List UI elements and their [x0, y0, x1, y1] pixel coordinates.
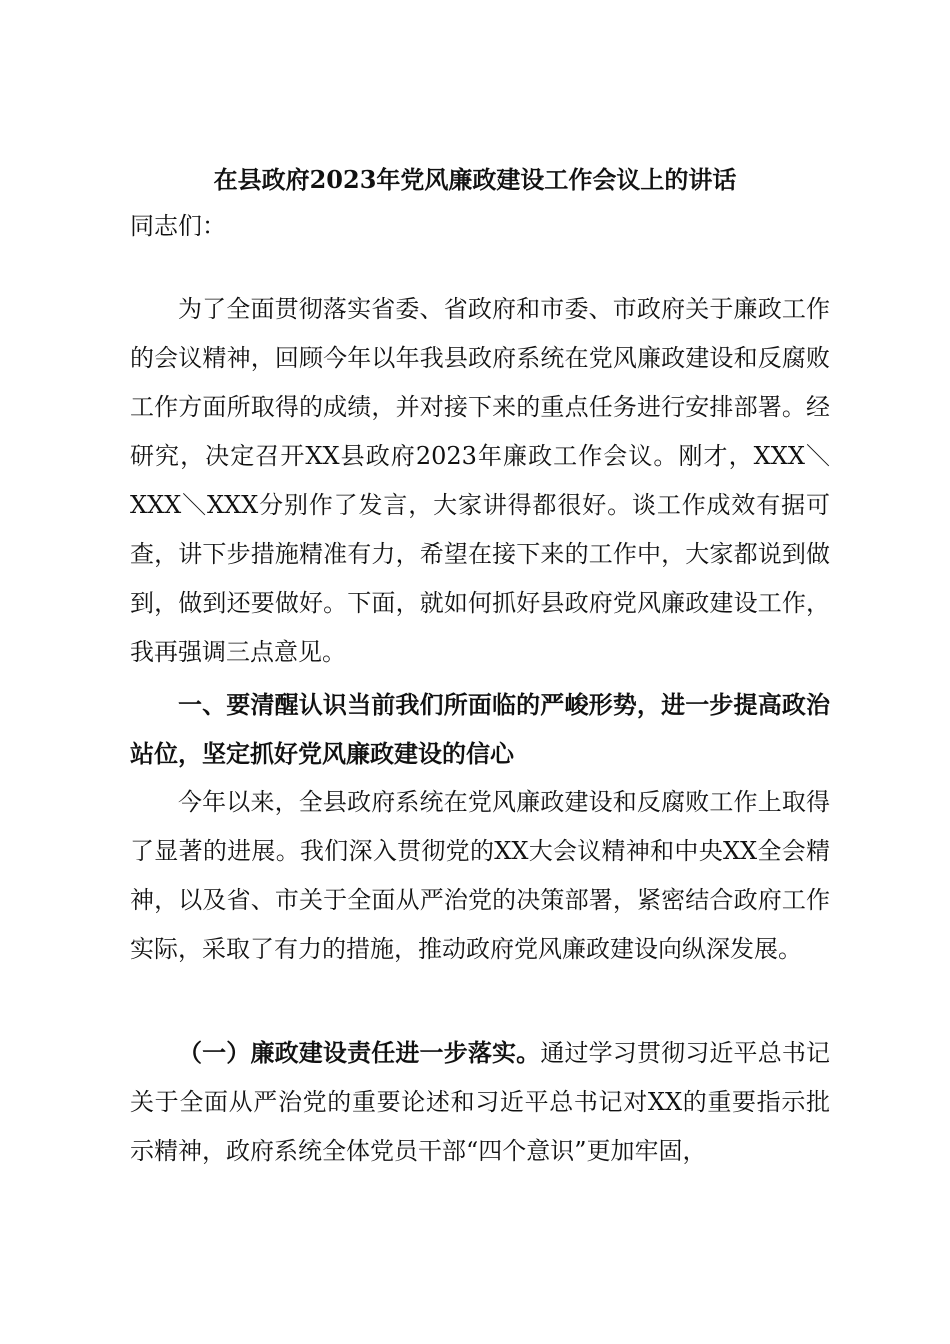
paragraph-progress: 今年以来，全县政府系统在党风廉政建设和反腐败工作上取得了显著的进展。我们深入贯彻党的XX大会议精神和中央XX全会精神，以及省、市关于全面从严治党的决策部署，紧密结合政府工作实际，采取了有力的措施，推动政府党风廉政建设向纵深发展。	[130, 788, 830, 963]
document-title: 在县政府2023年党风廉政建设工作会议上的讲话	[213, 165, 737, 194]
subheading-lead: （一）廉政建设责任进一步落实。	[178, 1038, 541, 1067]
section-heading-1: 一、要清醒认识当前我们所面临的严峻形势，进一步提高政治站位，坚定抓好党风廉政建设的信心	[130, 690, 830, 768]
paragraph-responsibility-body: 通过学习贯彻习近平总书记关于全面从严治党的重要论述和习近平总书记对XX的重要指示批示精神，政府系统全体党员干部“四个意识”更加牢固，	[130, 1039, 831, 1165]
paragraph-intro: 为了全面贯彻落实省委、省政府和市委、市政府关于廉政工作的会议精神，回顾今年以年我县政府系统在党风廉政建设和反腐败工作方面所取得的成绩，并对接下来的重点任务进行安排部署。经研究，决定召开XX县政府2023年廉政工作会议。刚才，XXX＼XXX＼XXX分别作了发言，大家讲得都很好。谈工作成效有据可查，讲下步措施精准有力，希望在接下来的工作中，大家都说到做到，做到还要做好。下面，就如何抓好县政府党风廉政建设工作，我再强调三点意见。	[130, 295, 830, 666]
greeting: 同志们：	[130, 212, 226, 240]
paragraph-responsibility	[130, 1028, 830, 1176]
